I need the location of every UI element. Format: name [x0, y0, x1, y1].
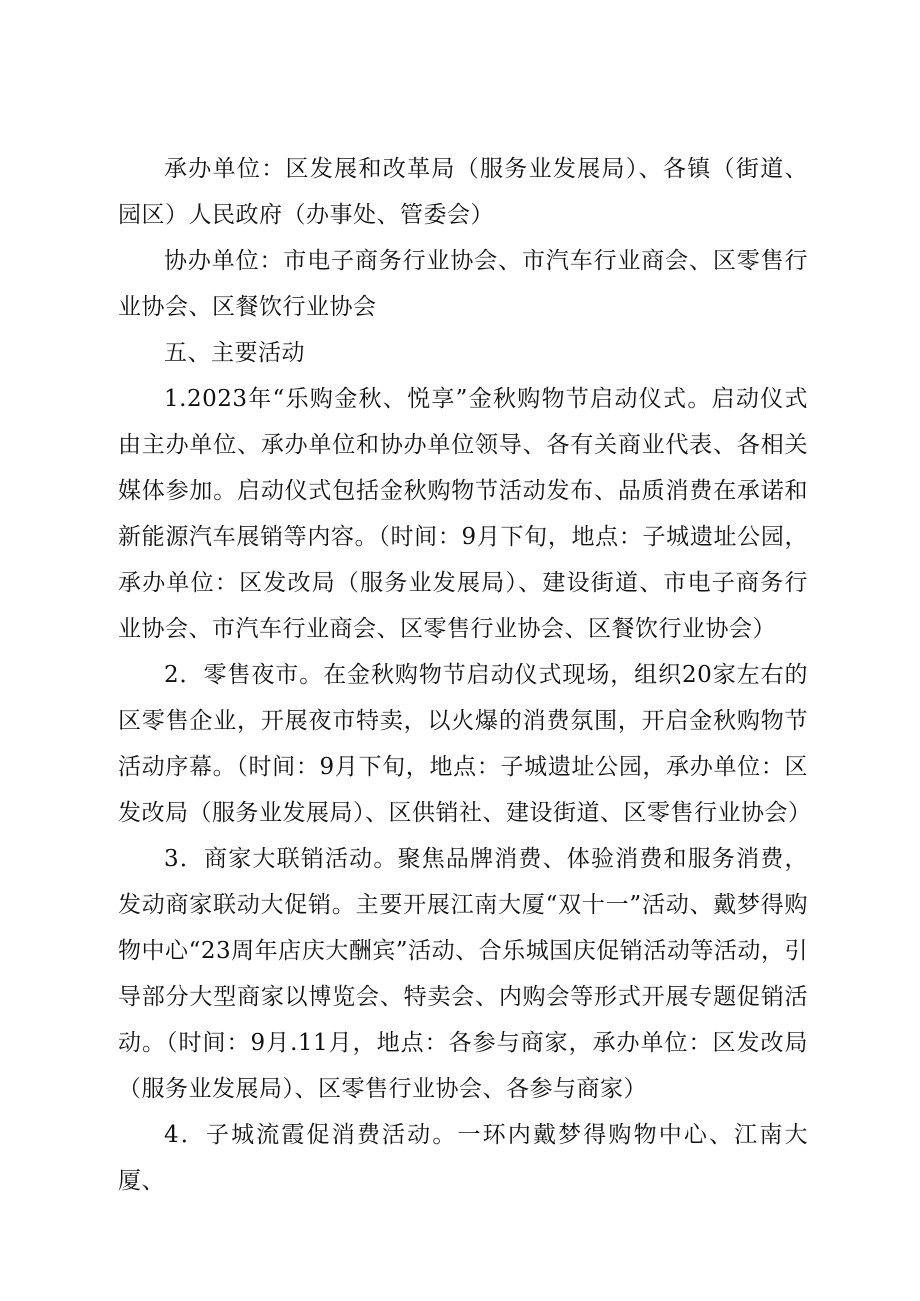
section-heading: 五、主要活动 [164, 340, 305, 366]
activity-item-4: 4．子城流霞促消费活动。一环内戴梦得购物中心、江南大厦、 [118, 1122, 808, 1194]
activity-item-1: 1.2023年“乐购金秋、悦享”金秋购物节启动仪式。启动仪式由主办单位、承办单位和协办单位领导、各有关商业代表、各相关媒体参加。启动仪式包括金秋购物节活动发布、品质消费在承诺和新能源汽车展销等内容。（时间：9月下旬，地点：子城遗址公园，承办单位：区发改局（服务业发展局）、建设街道、市电子商务行业协会、市汽车行业商会、区零售行业协会、区餐饮行业协会） [118, 386, 808, 642]
document-body [118, 146, 812, 1204]
co-organizer-paragraph: 协办单位：市电子商务行业协会、市汽车行业商会、区零售行业协会、区餐饮行业协会 [118, 248, 808, 320]
activity-item-2: 2．零售夜市。在金秋购物节启动仪式现场，组织20家左右的区零售企业，开展夜市特卖，以火爆的消费氛围，开启金秋购物节活动序幕。（时间：9月下旬，地点：子城遗址公园，承办单位：区发改局（服务业发展局）、区供销社、建设街道、区零售行业协会） [118, 662, 812, 826]
activity-item-3: 3．商家大联销活动。聚焦品牌消费、体验消费和服务消费，发动商家联动大促销。主要开展江南大厦“双十一”活动、戴梦得购物中心“23周年店庆大酬宾”活动、合乐城国庆促销活动等活动，引导部分大型商家以博览会、特卖会、内购会等形式开展专题促销活动。（时间：9月.11月，地点：各参与商家，承办单位：区发改局（服务业发展局）、区零售行业协会、各参与商家） [118, 846, 808, 1102]
organizer-paragraph: 承办单位：区发展和改革局（服务业发展局）、各镇（街道、园区）人民政府（办事处、管委会） [118, 156, 808, 228]
